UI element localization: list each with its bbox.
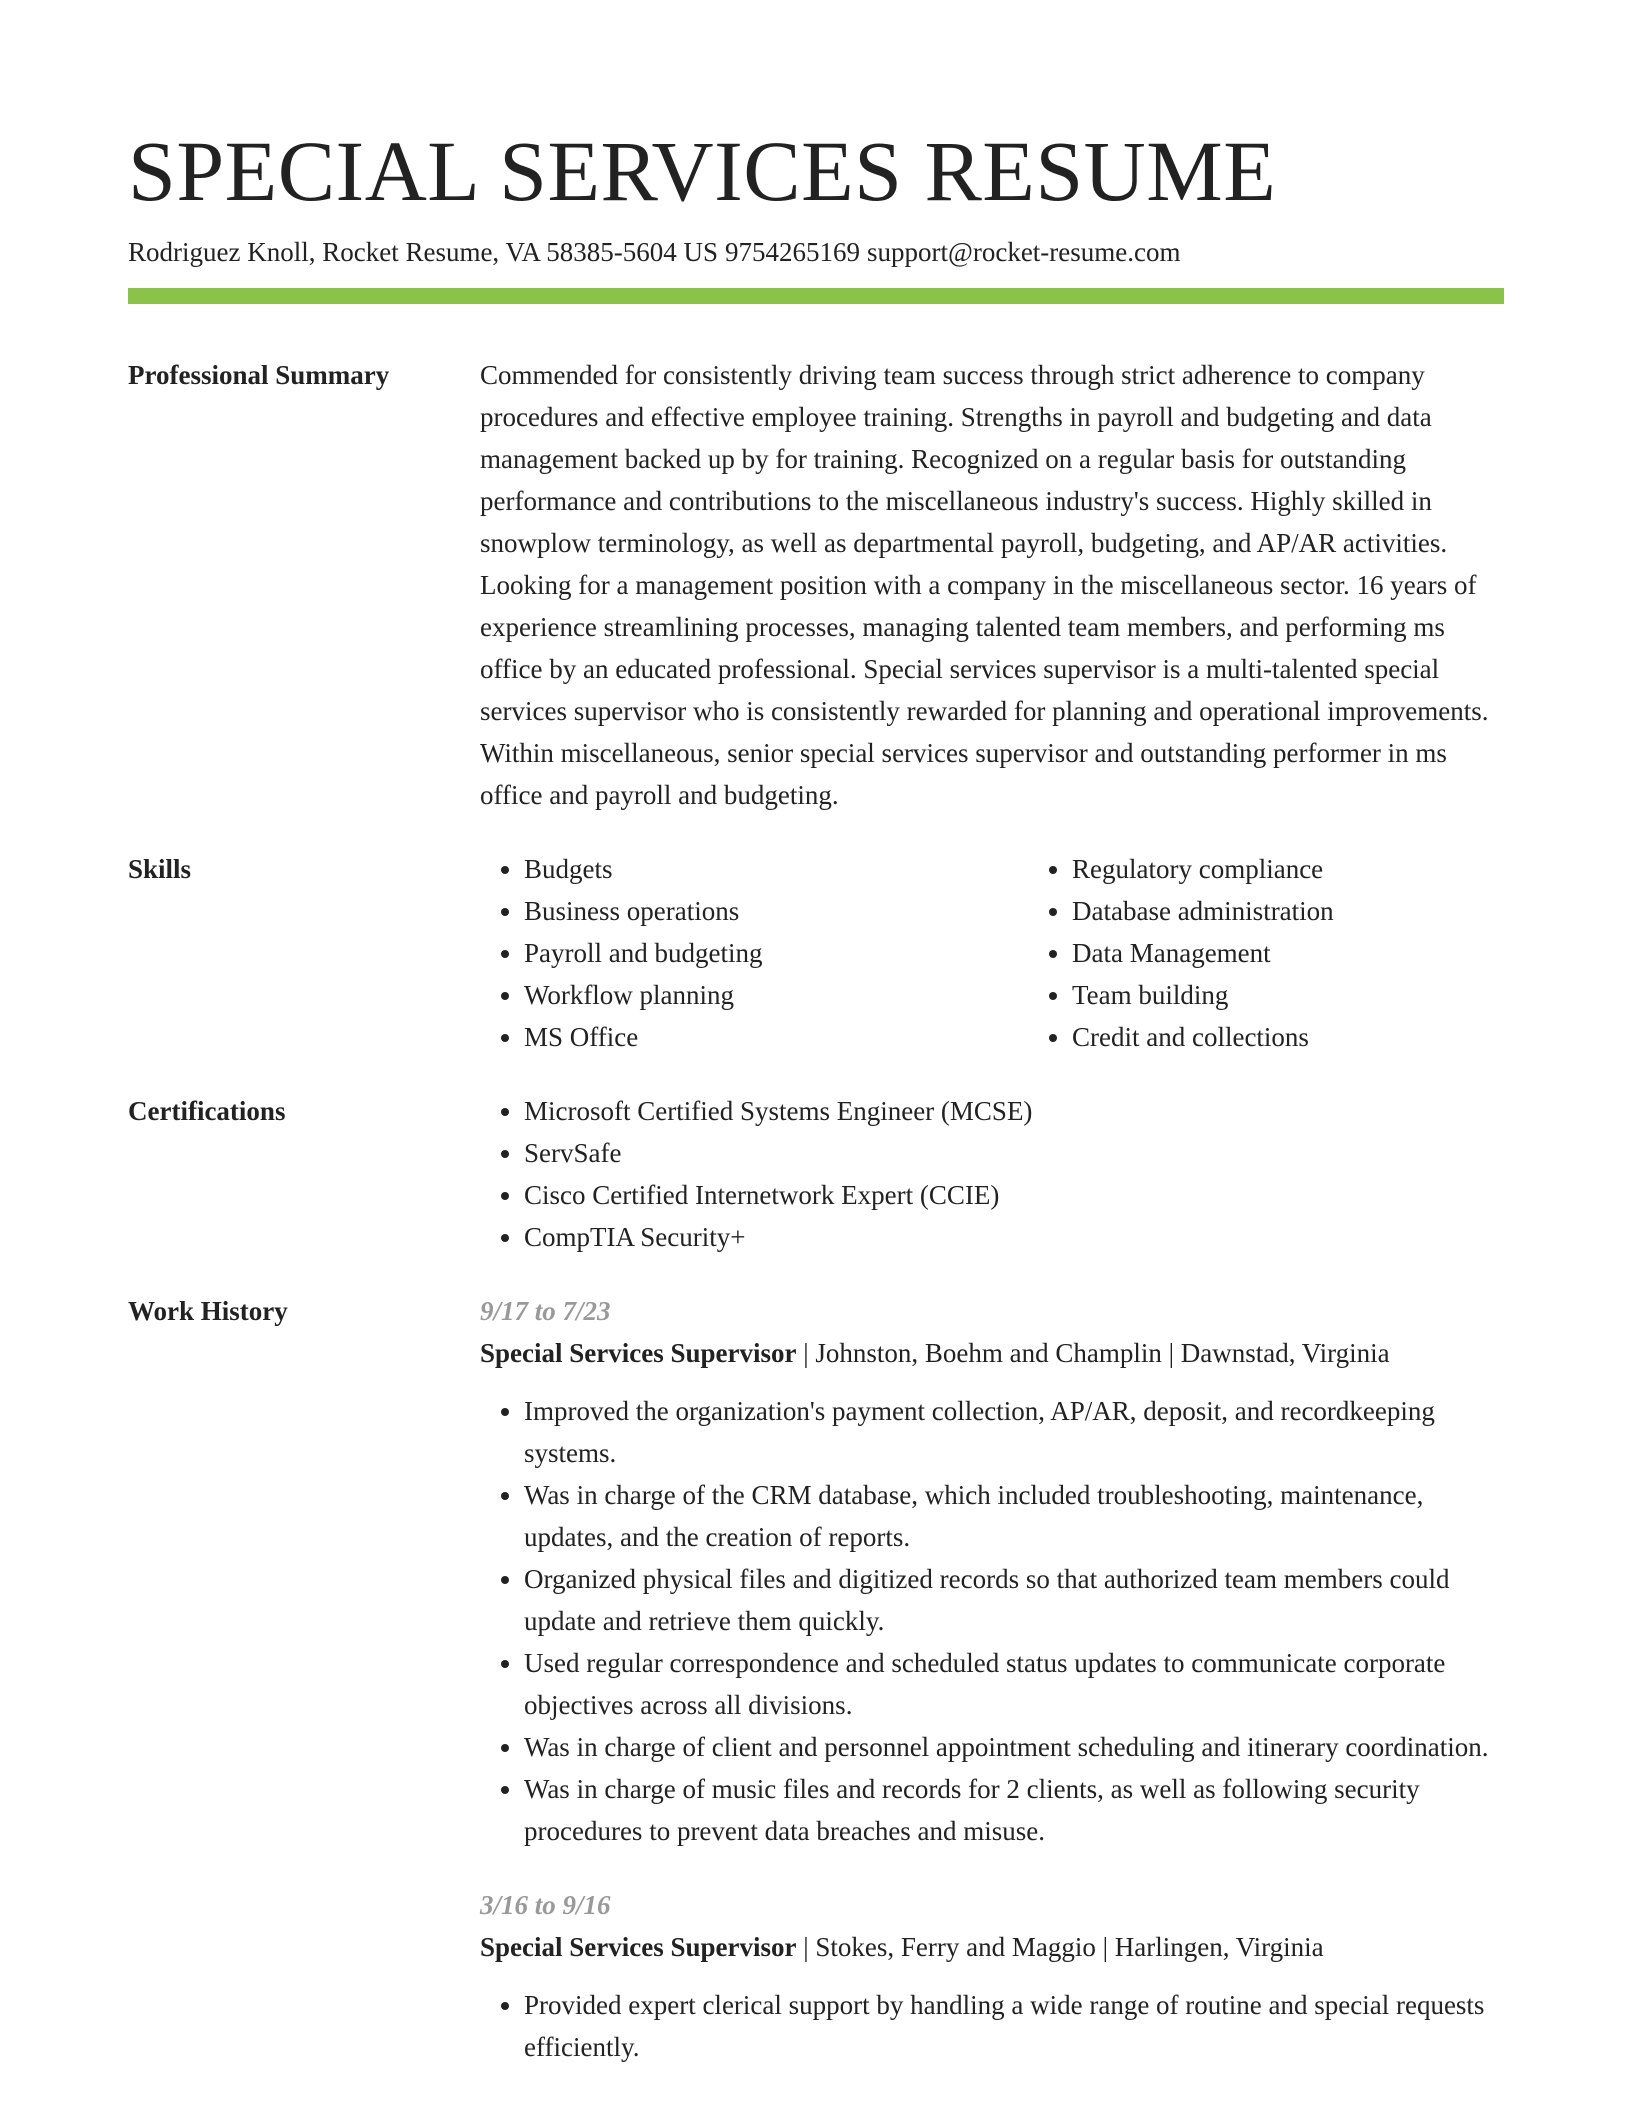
job-dates: 9/17 to 7/23 [480, 1296, 611, 1327]
skill-item: • MS Office [524, 1016, 1028, 1058]
skill-item: • Workflow planning [524, 974, 1028, 1016]
certifications-list [480, 1090, 1504, 1258]
job-title: Special Services Supervisor [480, 1932, 797, 1963]
job-title: Special Services Supervisor [480, 1338, 797, 1369]
contact-phone: 9754265169 [724, 237, 860, 267]
certifications-label: Certifications [128, 1096, 286, 1127]
contact-line [128, 236, 1504, 268]
summary-section [128, 354, 1504, 816]
job-bullets [480, 1390, 1504, 1852]
summary-text: Commended for consistently driving team success through strict adherence to company procedures and effective employee training. Strengths in payroll and budgeting and data management backed up by for training. Recognized on a regular basis for outstanding performance and contributions to the miscellaneous industry's success. Highly skilled in snowplow terminology, as well as departmental payroll, budgeting, and AP/AR activities. Looking for a management position with a company in the miscellaneous sector. 16 years of experience streamlining processes, managing talented team members, and performing ms office by an educated professional. Special services supervisor is a multi-talented special services supervisor who is consistently rewarded for planning and operational improvements. Within miscellaneous, senior special services supervisor and outstanding performer in ms office and payroll and budgeting. [480, 360, 1489, 811]
contact-email: support@rocket-resume.com [866, 237, 1181, 267]
skill-item: • Data Management [1072, 932, 1576, 974]
skills-section [128, 848, 1504, 1058]
skill-item: • Budgets [524, 848, 1028, 890]
job-bullet: • Was in charge of client and personnel appointment scheduling and itinerary coordination. [524, 1726, 1504, 1768]
certification-item: • CompTIA Security+ [524, 1216, 1504, 1258]
job-employer-location: | Johnston, Boehm and Champlin | Dawnstad, Virginia [796, 1338, 1390, 1369]
skill-item: • Regulatory compliance [1072, 848, 1576, 890]
job-entry [480, 1884, 1504, 2068]
job-bullet: • Improved the organization's payment collection, AP/AR, deposit, and recordkeeping systems. [524, 1390, 1504, 1474]
skill-item: • Database administration [1072, 890, 1576, 932]
job-dates: 3/16 to 9/16 [480, 1890, 611, 1921]
resume-title: SPECIAL SERVICES RESUME [128, 123, 1277, 219]
job-bullets [480, 1984, 1504, 2068]
job-bullet: • Was in charge of the CRM database, which included troubleshooting, maintenance, updates, and the creation of reports. [524, 1474, 1504, 1558]
certifications-section [128, 1090, 1504, 1258]
job-employer-location: | Stokes, Ferry and Maggio | Harlingen, Virginia [796, 1932, 1324, 1963]
skill-item: • Team building [1072, 974, 1576, 1016]
certification-item: • Microsoft Certified Systems Engineer (MCSE) [524, 1090, 1504, 1132]
skills-list-left [480, 848, 1028, 1058]
contact-address: Rodriguez Knoll, Rocket Resume, VA 58385-5604 US [128, 237, 718, 267]
job-title-line [480, 1332, 1504, 1374]
skill-item: • Business operations [524, 890, 1028, 932]
job-bullet: • Organized physical files and digitized records so that authorized team members could update and retrieve them quickly. [524, 1558, 1504, 1642]
summary-label: Professional Summary [128, 360, 390, 391]
work-history-section [128, 1290, 1504, 2100]
skills-list-right [1028, 848, 1576, 1058]
job-bullet: • Used regular correspondence and scheduled status updates to communicate corporate objectives across all divisions. [524, 1642, 1504, 1726]
resume-page [128, 118, 1504, 2100]
job-entry [480, 1290, 1504, 1852]
skill-item: • Credit and collections [1072, 1016, 1576, 1058]
job-bullet: • Provided expert clerical support by handling a wide range of routine and special requests efficiently. [524, 1984, 1504, 2068]
skill-item: • Payroll and budgeting [524, 932, 1028, 974]
header-accent-rule [128, 288, 1504, 304]
skills-label: Skills [128, 854, 192, 885]
certification-item: • Cisco Certified Internetwork Expert (CCIE) [524, 1174, 1504, 1216]
certification-item: • ServSafe [524, 1132, 1504, 1174]
job-title-line [480, 1926, 1504, 1968]
work-history-label: Work History [128, 1296, 288, 1327]
job-bullet: • Was in charge of music files and records for 2 clients, as well as following security procedures to prevent data breaches and misuse. [524, 1768, 1504, 1852]
